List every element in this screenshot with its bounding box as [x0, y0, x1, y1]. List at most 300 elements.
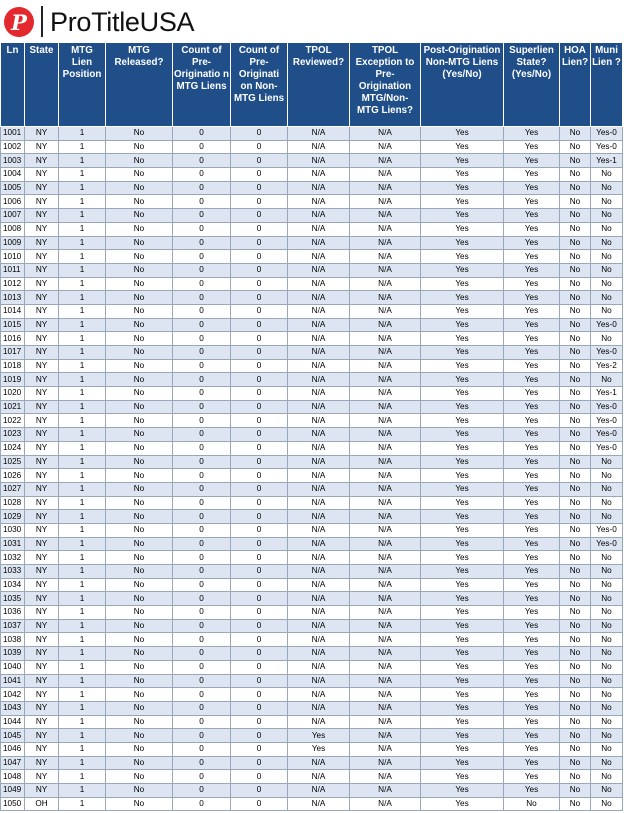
- cell-state: NY: [25, 209, 59, 223]
- cell-ln: 1048: [1, 770, 25, 784]
- cell-superlien-state: Yes: [504, 633, 560, 647]
- cell-count-pre-non-mtg: 0: [231, 797, 288, 811]
- cell-hoa-lien: No: [560, 236, 591, 250]
- cell-ln: 1030: [1, 523, 25, 537]
- cell-mtg-lien-position: 1: [59, 674, 106, 688]
- cell-hoa-lien: No: [560, 222, 591, 236]
- cell-post-origination: Yes: [421, 770, 504, 784]
- cell-muni-lien: Yes-1: [591, 387, 623, 401]
- cell-mtg-released: No: [106, 647, 173, 661]
- cell-muni-lien: No: [591, 510, 623, 524]
- table-row: [1, 346, 623, 360]
- cell-mtg-released: No: [106, 578, 173, 592]
- cell-tpol-reviewed: N/A: [288, 346, 350, 360]
- cell-state: NY: [25, 127, 59, 141]
- cell-hoa-lien: No: [560, 277, 591, 291]
- cell-mtg-released: No: [106, 195, 173, 209]
- cell-count-pre-mtg: 0: [173, 346, 231, 360]
- table-row: [1, 168, 623, 182]
- cell-count-pre-non-mtg: 0: [231, 263, 288, 277]
- cell-ln: 1027: [1, 482, 25, 496]
- header-state: State: [25, 43, 59, 127]
- cell-count-pre-mtg: 0: [173, 482, 231, 496]
- cell-mtg-released: No: [106, 222, 173, 236]
- cell-mtg-released: No: [106, 469, 173, 483]
- cell-post-origination: Yes: [421, 359, 504, 373]
- cell-tpol-exception: N/A: [350, 263, 421, 277]
- cell-tpol-reviewed: N/A: [288, 510, 350, 524]
- cell-state: NY: [25, 523, 59, 537]
- cell-post-origination: Yes: [421, 140, 504, 154]
- cell-muni-lien: No: [591, 565, 623, 579]
- cell-ln: 1014: [1, 304, 25, 318]
- cell-state: NY: [25, 400, 59, 414]
- table-row: [1, 482, 623, 496]
- cell-count-pre-mtg: 0: [173, 660, 231, 674]
- cell-ln: 1033: [1, 565, 25, 579]
- cell-count-pre-mtg: 0: [173, 428, 231, 442]
- cell-mtg-lien-position: 1: [59, 537, 106, 551]
- table-row: [1, 523, 623, 537]
- cell-muni-lien: Yes-0: [591, 428, 623, 442]
- cell-tpol-exception: N/A: [350, 373, 421, 387]
- cell-ln: 1034: [1, 578, 25, 592]
- cell-tpol-reviewed: N/A: [288, 455, 350, 469]
- cell-muni-lien: No: [591, 250, 623, 264]
- cell-hoa-lien: No: [560, 195, 591, 209]
- cell-mtg-lien-position: 1: [59, 414, 106, 428]
- cell-count-pre-mtg: 0: [173, 797, 231, 811]
- cell-tpol-exception: N/A: [350, 291, 421, 305]
- cell-tpol-exception: N/A: [350, 633, 421, 647]
- cell-superlien-state: Yes: [504, 263, 560, 277]
- cell-muni-lien: No: [591, 469, 623, 483]
- cell-muni-lien: No: [591, 551, 623, 565]
- cell-ln: 1016: [1, 332, 25, 346]
- cell-mtg-lien-position: 1: [59, 127, 106, 141]
- cell-muni-lien: Yes-1: [591, 154, 623, 168]
- cell-mtg-lien-position: 1: [59, 181, 106, 195]
- cell-state: NY: [25, 647, 59, 661]
- cell-mtg-released: No: [106, 770, 173, 784]
- table-row: [1, 715, 623, 729]
- cell-count-pre-mtg: 0: [173, 565, 231, 579]
- cell-count-pre-non-mtg: 0: [231, 523, 288, 537]
- cell-tpol-exception: N/A: [350, 359, 421, 373]
- cell-muni-lien: Yes-0: [591, 523, 623, 537]
- cell-count-pre-non-mtg: 0: [231, 154, 288, 168]
- cell-mtg-lien-position: 1: [59, 277, 106, 291]
- cell-ln: 1036: [1, 606, 25, 620]
- cell-muni-lien: No: [591, 222, 623, 236]
- cell-mtg-lien-position: 1: [59, 756, 106, 770]
- table-body: [1, 127, 623, 811]
- cell-state: NY: [25, 332, 59, 346]
- logo-mark-letter: P: [11, 10, 27, 35]
- cell-post-origination: Yes: [421, 441, 504, 455]
- cell-ln: 1020: [1, 387, 25, 401]
- cell-muni-lien: No: [591, 647, 623, 661]
- cell-mtg-lien-position: 1: [59, 250, 106, 264]
- cell-superlien-state: Yes: [504, 742, 560, 756]
- cell-state: NY: [25, 729, 59, 743]
- cell-mtg-lien-position: 1: [59, 140, 106, 154]
- cell-state: NY: [25, 236, 59, 250]
- cell-hoa-lien: No: [560, 742, 591, 756]
- cell-muni-lien: No: [591, 784, 623, 798]
- cell-hoa-lien: No: [560, 127, 591, 141]
- cell-hoa-lien: No: [560, 797, 591, 811]
- cell-tpol-reviewed: N/A: [288, 537, 350, 551]
- cell-ln: 1024: [1, 441, 25, 455]
- cell-muni-lien: No: [591, 236, 623, 250]
- cell-tpol-reviewed: N/A: [288, 592, 350, 606]
- cell-hoa-lien: No: [560, 756, 591, 770]
- cell-count-pre-non-mtg: 0: [231, 784, 288, 798]
- cell-mtg-released: No: [106, 209, 173, 223]
- cell-superlien-state: Yes: [504, 154, 560, 168]
- table-row: [1, 592, 623, 606]
- cell-hoa-lien: No: [560, 346, 591, 360]
- cell-count-pre-non-mtg: 0: [231, 647, 288, 661]
- table-row: [1, 647, 623, 661]
- table-row: [1, 387, 623, 401]
- cell-post-origination: Yes: [421, 414, 504, 428]
- cell-ln: 1045: [1, 729, 25, 743]
- cell-post-origination: Yes: [421, 633, 504, 647]
- lien-report-table: [0, 42, 623, 811]
- cell-tpol-reviewed: N/A: [288, 523, 350, 537]
- cell-mtg-lien-position: 1: [59, 263, 106, 277]
- cell-count-pre-mtg: 0: [173, 250, 231, 264]
- cell-mtg-lien-position: 1: [59, 482, 106, 496]
- cell-tpol-exception: N/A: [350, 304, 421, 318]
- cell-count-pre-non-mtg: 0: [231, 318, 288, 332]
- cell-state: NY: [25, 578, 59, 592]
- cell-muni-lien: No: [591, 181, 623, 195]
- cell-count-pre-non-mtg: 0: [231, 455, 288, 469]
- cell-count-pre-non-mtg: 0: [231, 195, 288, 209]
- cell-tpol-exception: N/A: [350, 455, 421, 469]
- cell-tpol-reviewed: N/A: [288, 168, 350, 182]
- cell-state: NY: [25, 660, 59, 674]
- cell-count-pre-non-mtg: 0: [231, 633, 288, 647]
- cell-count-pre-mtg: 0: [173, 606, 231, 620]
- cell-mtg-released: No: [106, 400, 173, 414]
- logo-text: ProTitleUSA: [50, 7, 195, 37]
- cell-tpol-reviewed: N/A: [288, 482, 350, 496]
- cell-tpol-reviewed: N/A: [288, 291, 350, 305]
- cell-post-origination: Yes: [421, 660, 504, 674]
- cell-superlien-state: Yes: [504, 770, 560, 784]
- cell-mtg-released: No: [106, 537, 173, 551]
- cell-mtg-released: No: [106, 715, 173, 729]
- cell-count-pre-mtg: 0: [173, 168, 231, 182]
- cell-tpol-reviewed: N/A: [288, 496, 350, 510]
- header-row: [1, 43, 623, 127]
- cell-post-origination: Yes: [421, 729, 504, 743]
- cell-count-pre-mtg: 0: [173, 742, 231, 756]
- cell-count-pre-non-mtg: 0: [231, 181, 288, 195]
- cell-hoa-lien: No: [560, 154, 591, 168]
- cell-muni-lien: Yes-0: [591, 318, 623, 332]
- cell-muni-lien: No: [591, 209, 623, 223]
- cell-superlien-state: Yes: [504, 715, 560, 729]
- cell-tpol-exception: N/A: [350, 742, 421, 756]
- header-muni-lien: Muni Lien ?: [591, 43, 623, 127]
- cell-mtg-lien-position: 1: [59, 195, 106, 209]
- cell-post-origination: Yes: [421, 797, 504, 811]
- cell-tpol-reviewed: N/A: [288, 236, 350, 250]
- cell-mtg-released: No: [106, 168, 173, 182]
- cell-ln: 1004: [1, 168, 25, 182]
- header-count-pre-non-mtg: Count of Pre-Originati on Non-MTG Liens: [231, 43, 288, 127]
- table-row: [1, 332, 623, 346]
- cell-superlien-state: Yes: [504, 537, 560, 551]
- cell-tpol-reviewed: N/A: [288, 359, 350, 373]
- cell-muni-lien: Yes-0: [591, 127, 623, 141]
- cell-tpol-reviewed: N/A: [288, 400, 350, 414]
- header-mtg-lien-position: MTG Lien Position: [59, 43, 106, 127]
- cell-post-origination: Yes: [421, 455, 504, 469]
- cell-state: NY: [25, 770, 59, 784]
- cell-mtg-released: No: [106, 496, 173, 510]
- cell-count-pre-non-mtg: 0: [231, 140, 288, 154]
- cell-count-pre-non-mtg: 0: [231, 236, 288, 250]
- cell-superlien-state: Yes: [504, 428, 560, 442]
- cell-superlien-state: Yes: [504, 578, 560, 592]
- cell-count-pre-non-mtg: 0: [231, 660, 288, 674]
- cell-muni-lien: No: [591, 619, 623, 633]
- cell-post-origination: Yes: [421, 565, 504, 579]
- cell-count-pre-mtg: 0: [173, 127, 231, 141]
- cell-mtg-lien-position: 1: [59, 510, 106, 524]
- table-row: [1, 578, 623, 592]
- cell-tpol-reviewed: N/A: [288, 209, 350, 223]
- table-row: [1, 127, 623, 141]
- cell-tpol-reviewed: N/A: [288, 647, 350, 661]
- cell-muni-lien: Yes-0: [591, 537, 623, 551]
- cell-mtg-lien-position: 1: [59, 154, 106, 168]
- cell-muni-lien: No: [591, 277, 623, 291]
- cell-post-origination: Yes: [421, 154, 504, 168]
- cell-hoa-lien: No: [560, 469, 591, 483]
- cell-count-pre-non-mtg: 0: [231, 742, 288, 756]
- table-row: [1, 373, 623, 387]
- cell-mtg-released: No: [106, 729, 173, 743]
- cell-mtg-released: No: [106, 441, 173, 455]
- cell-tpol-reviewed: N/A: [288, 373, 350, 387]
- cell-tpol-exception: N/A: [350, 784, 421, 798]
- cell-state: NY: [25, 756, 59, 770]
- cell-ln: 1035: [1, 592, 25, 606]
- table-row: [1, 660, 623, 674]
- cell-state: NY: [25, 318, 59, 332]
- cell-tpol-exception: N/A: [350, 756, 421, 770]
- cell-muni-lien: No: [591, 168, 623, 182]
- cell-mtg-released: No: [106, 510, 173, 524]
- cell-count-pre-mtg: 0: [173, 318, 231, 332]
- cell-count-pre-mtg: 0: [173, 291, 231, 305]
- cell-post-origination: Yes: [421, 537, 504, 551]
- cell-superlien-state: Yes: [504, 784, 560, 798]
- cell-state: NY: [25, 784, 59, 798]
- cell-superlien-state: Yes: [504, 606, 560, 620]
- cell-ln: 1046: [1, 742, 25, 756]
- cell-post-origination: Yes: [421, 647, 504, 661]
- cell-mtg-lien-position: 1: [59, 770, 106, 784]
- cell-mtg-released: No: [106, 482, 173, 496]
- cell-mtg-released: No: [106, 127, 173, 141]
- cell-mtg-released: No: [106, 592, 173, 606]
- cell-tpol-reviewed: N/A: [288, 441, 350, 455]
- cell-count-pre-non-mtg: 0: [231, 565, 288, 579]
- cell-mtg-lien-position: 1: [59, 387, 106, 401]
- logo-divider: [41, 6, 43, 37]
- cell-count-pre-mtg: 0: [173, 441, 231, 455]
- table-row: [1, 469, 623, 483]
- cell-count-pre-mtg: 0: [173, 770, 231, 784]
- cell-mtg-released: No: [106, 236, 173, 250]
- cell-count-pre-mtg: 0: [173, 688, 231, 702]
- cell-hoa-lien: No: [560, 619, 591, 633]
- cell-mtg-released: No: [106, 359, 173, 373]
- cell-mtg-lien-position: 1: [59, 469, 106, 483]
- cell-muni-lien: No: [591, 729, 623, 743]
- cell-mtg-lien-position: 1: [59, 523, 106, 537]
- cell-post-origination: Yes: [421, 482, 504, 496]
- cell-ln: 1047: [1, 756, 25, 770]
- cell-tpol-reviewed: N/A: [288, 674, 350, 688]
- cell-tpol-exception: N/A: [350, 510, 421, 524]
- table-row: [1, 263, 623, 277]
- cell-tpol-reviewed: N/A: [288, 195, 350, 209]
- cell-muni-lien: No: [591, 332, 623, 346]
- cell-post-origination: Yes: [421, 619, 504, 633]
- cell-mtg-lien-position: 1: [59, 578, 106, 592]
- cell-state: NY: [25, 168, 59, 182]
- cell-state: NY: [25, 291, 59, 305]
- cell-hoa-lien: No: [560, 537, 591, 551]
- cell-mtg-released: No: [106, 688, 173, 702]
- cell-superlien-state: Yes: [504, 496, 560, 510]
- cell-count-pre-mtg: 0: [173, 387, 231, 401]
- cell-hoa-lien: No: [560, 647, 591, 661]
- cell-post-origination: Yes: [421, 469, 504, 483]
- cell-mtg-released: No: [106, 455, 173, 469]
- cell-ln: 1025: [1, 455, 25, 469]
- cell-mtg-lien-position: 1: [59, 209, 106, 223]
- cell-superlien-state: Yes: [504, 332, 560, 346]
- cell-count-pre-mtg: 0: [173, 359, 231, 373]
- cell-tpol-exception: N/A: [350, 688, 421, 702]
- cell-superlien-state: Yes: [504, 701, 560, 715]
- cell-state: NY: [25, 606, 59, 620]
- cell-count-pre-mtg: 0: [173, 154, 231, 168]
- cell-mtg-released: No: [106, 304, 173, 318]
- cell-tpol-exception: N/A: [350, 496, 421, 510]
- table-row: [1, 209, 623, 223]
- cell-count-pre-non-mtg: 0: [231, 428, 288, 442]
- cell-tpol-exception: N/A: [350, 715, 421, 729]
- cell-mtg-released: No: [106, 797, 173, 811]
- header-superlien-state: Superlien State? (Yes/No): [504, 43, 560, 127]
- cell-post-origination: Yes: [421, 510, 504, 524]
- cell-tpol-exception: N/A: [350, 154, 421, 168]
- cell-mtg-released: No: [106, 660, 173, 674]
- cell-superlien-state: Yes: [504, 140, 560, 154]
- cell-muni-lien: No: [591, 373, 623, 387]
- cell-state: NY: [25, 482, 59, 496]
- cell-hoa-lien: No: [560, 565, 591, 579]
- cell-ln: 1019: [1, 373, 25, 387]
- cell-muni-lien: No: [591, 701, 623, 715]
- table-row: [1, 510, 623, 524]
- cell-tpol-reviewed: N/A: [288, 756, 350, 770]
- cell-count-pre-non-mtg: 0: [231, 400, 288, 414]
- cell-tpol-exception: N/A: [350, 209, 421, 223]
- cell-tpol-exception: N/A: [350, 236, 421, 250]
- brand-logo: [0, 0, 624, 42]
- table-row: [1, 496, 623, 510]
- cell-count-pre-mtg: 0: [173, 277, 231, 291]
- cell-muni-lien: Yes-0: [591, 441, 623, 455]
- cell-hoa-lien: No: [560, 729, 591, 743]
- table-row: [1, 414, 623, 428]
- cell-tpol-exception: N/A: [350, 469, 421, 483]
- cell-ln: 1007: [1, 209, 25, 223]
- cell-count-pre-non-mtg: 0: [231, 715, 288, 729]
- cell-mtg-released: No: [106, 701, 173, 715]
- cell-tpol-exception: N/A: [350, 222, 421, 236]
- cell-ln: 1006: [1, 195, 25, 209]
- cell-mtg-released: No: [106, 373, 173, 387]
- cell-count-pre-mtg: 0: [173, 400, 231, 414]
- cell-hoa-lien: No: [560, 784, 591, 798]
- cell-tpol-reviewed: N/A: [288, 784, 350, 798]
- cell-state: NY: [25, 304, 59, 318]
- cell-mtg-released: No: [106, 318, 173, 332]
- table-row: [1, 565, 623, 579]
- cell-muni-lien: No: [591, 660, 623, 674]
- cell-mtg-released: No: [106, 250, 173, 264]
- cell-state: NY: [25, 469, 59, 483]
- cell-tpol-reviewed: N/A: [288, 660, 350, 674]
- table-row: [1, 742, 623, 756]
- cell-state: NY: [25, 359, 59, 373]
- table-row: [1, 729, 623, 743]
- cell-state: NY: [25, 195, 59, 209]
- cell-superlien-state: Yes: [504, 441, 560, 455]
- cell-ln: 1017: [1, 346, 25, 360]
- cell-count-pre-mtg: 0: [173, 647, 231, 661]
- cell-state: NY: [25, 414, 59, 428]
- cell-tpol-exception: N/A: [350, 797, 421, 811]
- table-row: [1, 291, 623, 305]
- cell-state: NY: [25, 373, 59, 387]
- cell-muni-lien: No: [591, 592, 623, 606]
- table-row: [1, 619, 623, 633]
- cell-tpol-reviewed: N/A: [288, 181, 350, 195]
- cell-superlien-state: Yes: [504, 414, 560, 428]
- cell-mtg-released: No: [106, 551, 173, 565]
- cell-muni-lien: No: [591, 496, 623, 510]
- cell-tpol-reviewed: N/A: [288, 578, 350, 592]
- cell-count-pre-non-mtg: 0: [231, 701, 288, 715]
- cell-tpol-exception: N/A: [350, 387, 421, 401]
- cell-post-origination: Yes: [421, 400, 504, 414]
- table-row: [1, 428, 623, 442]
